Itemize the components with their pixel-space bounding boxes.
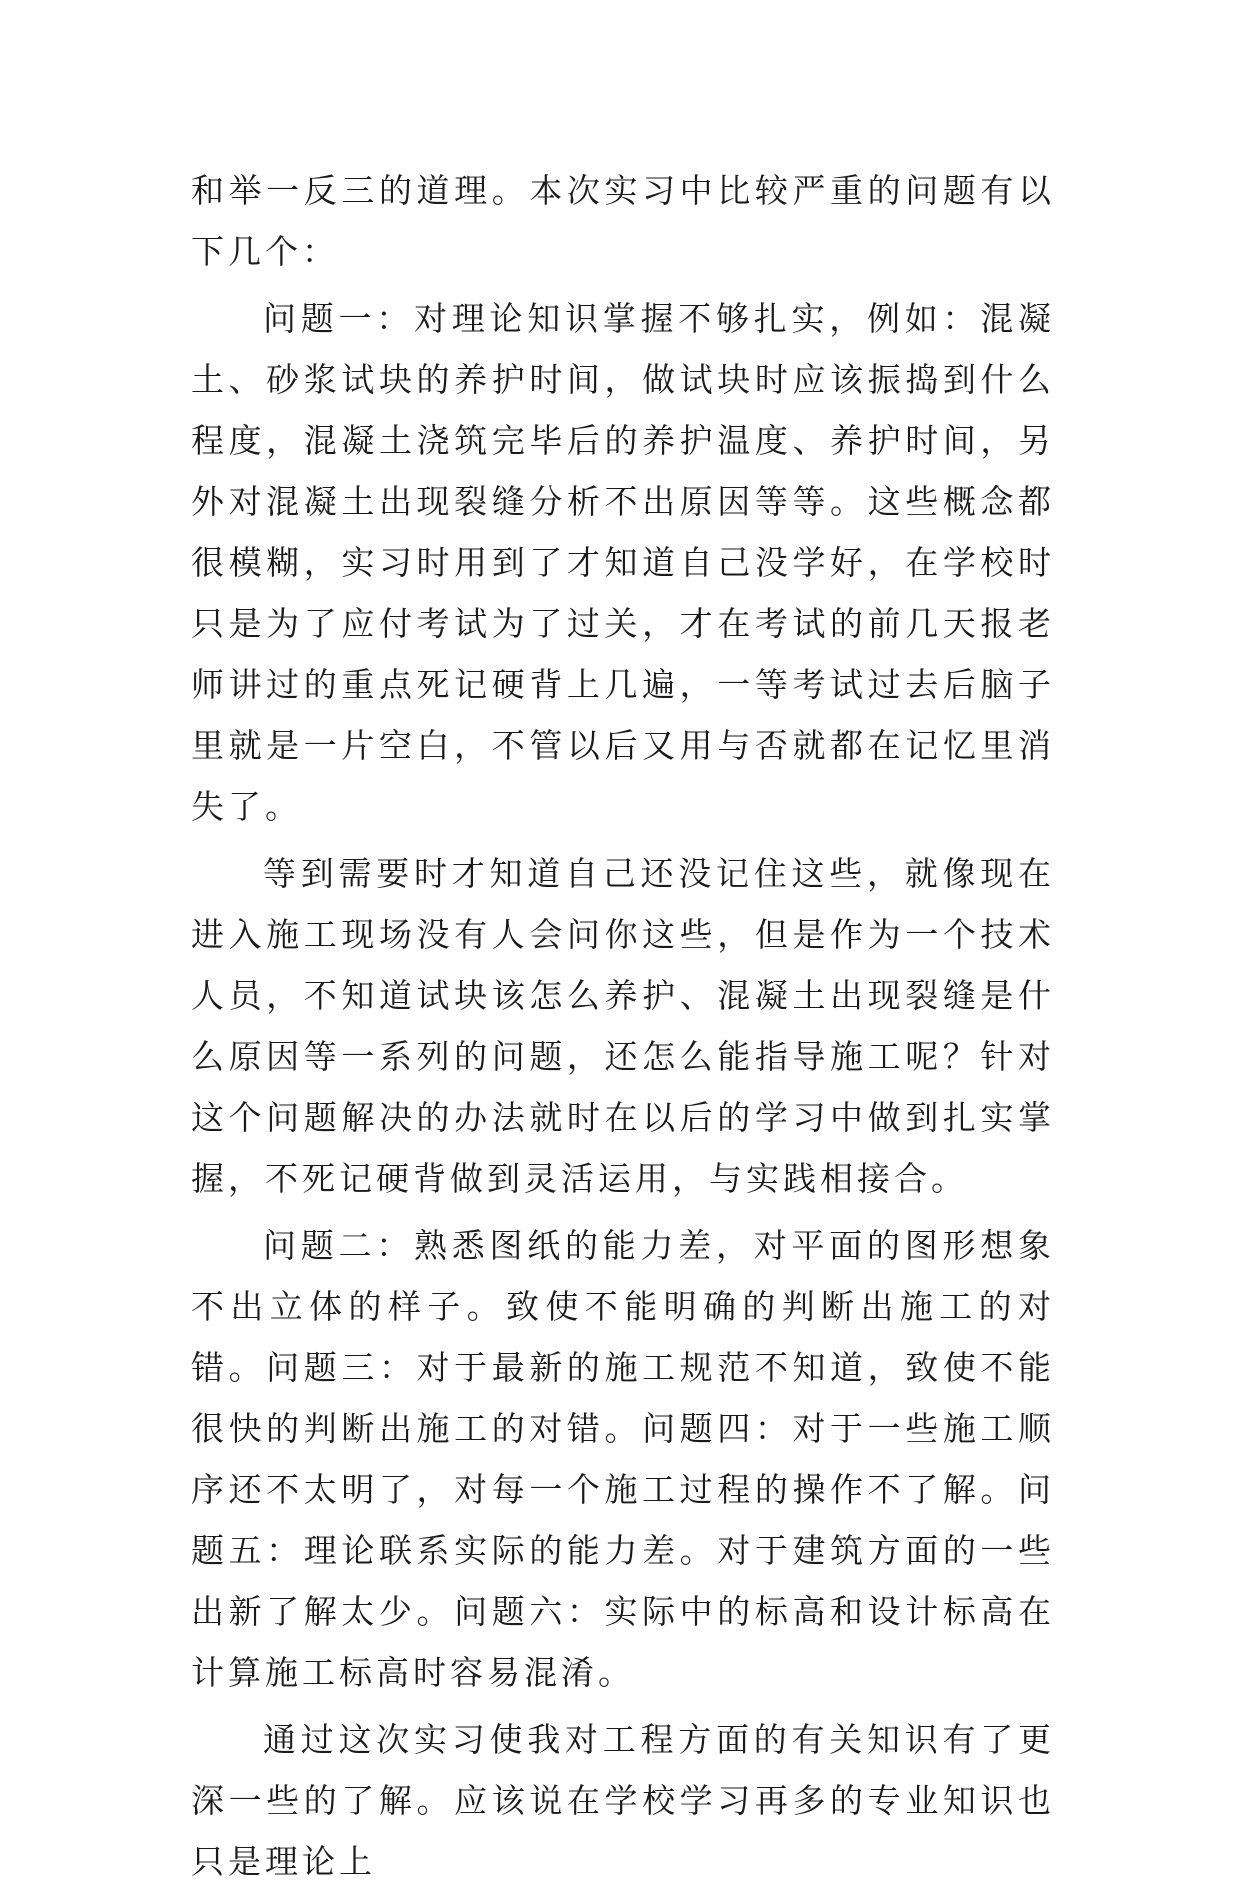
paragraph-conclusion: 通过这次实习使我对工程方面的有关知识有了更深一些的了解。应该说在学校学习再多的专业知识也只是理论上 <box>191 1720 1055 1881</box>
paragraph-problems-two-to-six: 问题二：熟悉图纸的能力差，对平面的图形想象不出立体的样子。致使不能明确的判断出施工的对错。问题三：对于最新的施工规范不知道，致使不能很快的判断出施工的对错。问题四：对于一些施工顺序还不太明了，对每一个施工过程的操作不了解。问题五：理论联系实际的能力差。对于建筑方面的一些出新了解太少。问题六：实际中的标高和设计标高在计算施工标高时容易混淆。 <box>191 1226 1055 1692</box>
document-body <box>191 160 1055 1898</box>
paragraph-problem-one: 问题一：对理论知识掌握不够扎实，例如：混凝土、砂浆试块的养护时间，做试块时应该振捣到什么程度，混凝土浇筑完毕后的养护温度、养护时间，另外对混凝土出现裂缝分析不出原因等等。这些概念都很模糊，实习时用到了才知道自己没学好，在学校时只是为了应付考试为了过关，才在考试的前几天报老师讲过的重点死记硬背上几遍，一等考试过去后脑子里就是一片空白，不管以后又用与否就都在记忆里消失了。 <box>191 299 1055 826</box>
paragraph-continuation: 和举一反三的道理。本次实习中比较严重的问题有以下几个： <box>191 171 1055 271</box>
paragraph-when-needed: 等到需要时才知道自己还没记住这些，就像现在进入施工现场没有人会问你这些，但是作为一个技术人员，不知道试块该怎么养护、混凝土出现裂缝是什么原因等一系列的问题，还怎么能指导施工呢？针对这个问题解决的办法就时在以后的学习中做到扎实掌握，不死记硬背做到灵活运用，与实践相接合。 <box>191 854 1055 1198</box>
